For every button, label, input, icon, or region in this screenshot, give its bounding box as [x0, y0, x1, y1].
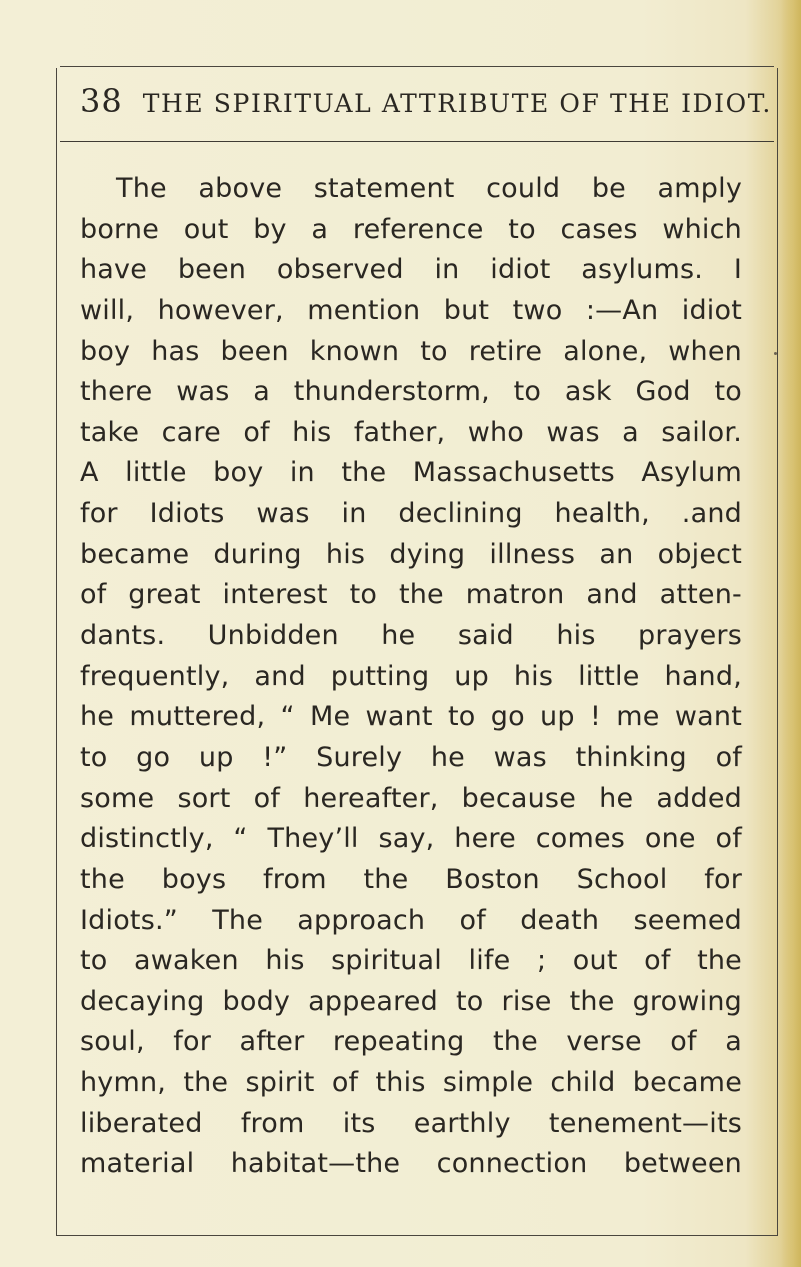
- text-line: A little boy in the Massachusetts Asylum: [80, 457, 742, 489]
- text-line: have been observed in idiot asylums. I: [80, 254, 742, 286]
- text-line: became during his dying illness an object: [80, 538, 742, 570]
- running-head: [80, 82, 772, 126]
- page-number: 38: [80, 82, 123, 120]
- text-line: liberated from its earthly tenement—its: [80, 1107, 742, 1139]
- text-line: distinctly, “ They’ll say, here comes one of: [80, 823, 742, 855]
- text-line: The above statement could be amply: [116, 173, 742, 204]
- text-line: Idiots.” The approach of death seemed: [80, 904, 742, 936]
- text-line: to awaken his spiritual life ; out of the: [80, 945, 742, 977]
- text-line: boy has been known to retire alone, when: [80, 335, 742, 367]
- text-line: the boys from the Boston School for: [80, 863, 742, 895]
- body-text: [80, 169, 742, 1185]
- text-line: of great interest to the matron and atten-: [80, 579, 742, 611]
- frame-top-rule: [60, 66, 774, 67]
- text-line: decaying body appeared to rise the growing: [80, 985, 742, 1017]
- text-line: material habitat—the connection between: [80, 1148, 742, 1180]
- header-rule: [60, 141, 774, 142]
- text-line: frequently, and putting up his little hand,: [80, 660, 742, 692]
- text-line: there was a thunderstorm, to ask God to: [80, 376, 742, 408]
- text-line: to go up !” Surely he was thinking of: [80, 741, 742, 773]
- text-line: take care of his father, who was a sailor.: [80, 416, 742, 448]
- text-line: will, however, mention but two :—An idiot: [80, 294, 742, 326]
- text-line: he muttered, “ Me want to go up ! me want: [80, 701, 742, 733]
- text-line: borne out by a reference to cases which: [80, 213, 742, 245]
- paper-speck: [774, 352, 777, 355]
- text-line: some sort of hereafter, because he added: [80, 782, 742, 814]
- text-line: soul, for after repeating the verse of a: [80, 1026, 742, 1058]
- text-line: hymn, the spirit of this simple child became: [80, 1067, 742, 1099]
- running-title: THE SPIRITUAL ATTRIBUTE OF THE IDIOT.: [142, 89, 772, 118]
- page-edge-shading: [781, 0, 801, 1267]
- text-line: for Idiots was in declining health, .and: [80, 498, 742, 530]
- text-line: dants. Unbidden he said his prayers: [80, 620, 742, 652]
